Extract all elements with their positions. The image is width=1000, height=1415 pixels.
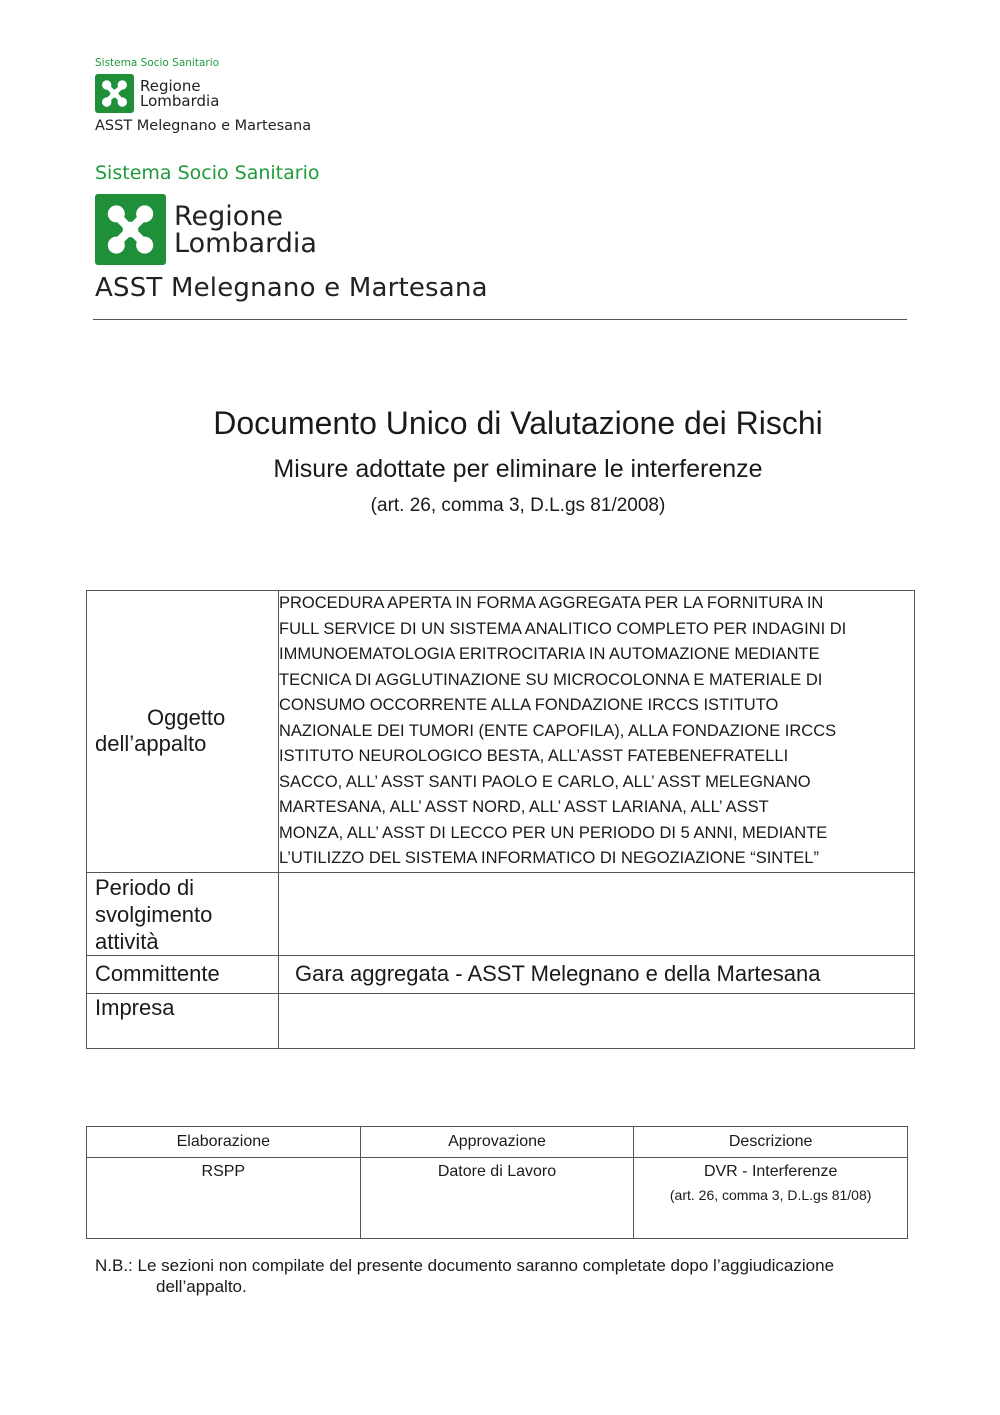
header-divider [93, 319, 907, 320]
regione-lombardia-emblem-icon [95, 74, 134, 113]
table-row-periodo [87, 872, 915, 955]
logo-region-line2: Lombardia [140, 91, 220, 110]
oggetto-label [87, 591, 279, 873]
table-row-committente [87, 955, 915, 993]
logo-large [95, 162, 488, 303]
oggetto-line: MARTESANA, ALL’ ASST NORD, ALL’ ASST LARIANA, ALL’ ASST [279, 798, 769, 816]
approvazione-value: Datore di Lavoro [360, 1158, 634, 1239]
regione-lombardia-emblem-icon [95, 194, 166, 265]
document-reference: (art. 26, comma 3, D.L.gs 81/2008) [370, 495, 666, 516]
periodo-label-line3: attività [95, 928, 159, 954]
descrizione-text: DVR - Interferenze [703, 1163, 838, 1180]
table-row-oggetto [87, 591, 915, 873]
oggetto-line: SACCO, ALL’ ASST SANTI PAOLO E CARLO, ALL’ ASST MELEGNANO [279, 772, 811, 791]
header-elaborazione: Elaborazione [87, 1127, 361, 1158]
header-descrizione: Descrizione [634, 1127, 908, 1158]
logo-asst-name: ASST Melegnano e Martesana [95, 273, 488, 303]
footnote-line1: N.B.: Le sezioni non compilate del presente documento saranno completate dopo l’aggiudicazione [95, 1256, 835, 1275]
approval-table [86, 1126, 908, 1239]
oggetto-line: TECNICA DI AGGLUTINAZIONE SU MICROCOLONNA E MATERIALE DI [279, 670, 823, 689]
oggetto-line: FULL SERVICE DI UN SISTEMA ANALITICO COMPLETO PER INDAGINI DI [279, 619, 847, 638]
oggetto-line: L’UTILIZZO DEL SISTEMA INFORMATICO DI NEGOZIAZIONE “SINTEL” [279, 849, 819, 867]
logo-region-name [140, 76, 220, 110]
impresa-label: Impresa [87, 993, 279, 1048]
periodo-label-line1: Periodo di [95, 874, 195, 900]
committente-value: Gara aggregata - ASST Melegnano e della Martesana [279, 955, 915, 993]
logo-region-line2: Lombardia [174, 227, 317, 259]
periodo-label [87, 872, 279, 955]
logo-system-label: Sistema Socio Sanitario [95, 162, 320, 184]
oggetto-line: CONSUMO OCCORRENTE ALLA FONDAZIONE IRCCS ISTITUTO [279, 696, 779, 714]
descrizione-value [634, 1158, 908, 1239]
oggetto-value [279, 591, 915, 873]
descrizione-reference: (art. 26, comma 3, D.L.gs 81/08) [669, 1187, 872, 1203]
approval-values-row [87, 1158, 908, 1239]
document-subtitle: Misure adottate per eliminare le interferenze [273, 455, 763, 483]
table-row-impresa [87, 993, 915, 1048]
periodo-label-line2: svolgimento [95, 901, 213, 927]
oggetto-label-line2: dell’appalto [95, 731, 207, 757]
oggetto-line: IMMUNOEMATOLOGIA ERITROCITARIA IN AUTOMAZIONE MEDIANTE [279, 645, 820, 663]
contract-info-table [86, 590, 915, 1049]
committente-label: Committente [87, 955, 279, 993]
oggetto-line: PROCEDURA APERTA IN FORMA AGGREGATA PER LA FORNITURA IN [279, 594, 824, 612]
logo-region-line1: Regione [140, 76, 201, 95]
logo-asst-name: ASST Melegnano e Martesana [95, 118, 312, 134]
periodo-value [279, 872, 915, 955]
elaborazione-value: RSPP [87, 1158, 361, 1239]
approval-header-row [87, 1127, 908, 1158]
logo-system-label: Sistema Socio Sanitario [95, 57, 220, 69]
footnote-line2: dell’appalto. [156, 1277, 247, 1296]
footnote [95, 1255, 935, 1297]
document-title: Documento Unico di Valutazione dei Rischi [213, 405, 823, 441]
logo-region-line1: Regione [174, 200, 284, 232]
logo-region-name [174, 200, 317, 259]
oggetto-line: MONZA, ALL’ ASST DI LECCO PER UN PERIODO DI 5 ANNI, MEDIANTE [279, 823, 828, 842]
logo-small [95, 57, 311, 134]
oggetto-label-line1: Oggetto [147, 705, 226, 731]
oggetto-line: NAZIONALE DEI TUMORI (ENTE CAPOFILA), ALLA FONDAZIONE IRCCS [279, 721, 837, 740]
impresa-value [279, 993, 915, 1048]
header-approvazione: Approvazione [360, 1127, 634, 1158]
oggetto-line: ISTITUTO NEUROLOGICO BESTA, ALL’ASST FATEBENEFRATELLI [279, 747, 789, 765]
